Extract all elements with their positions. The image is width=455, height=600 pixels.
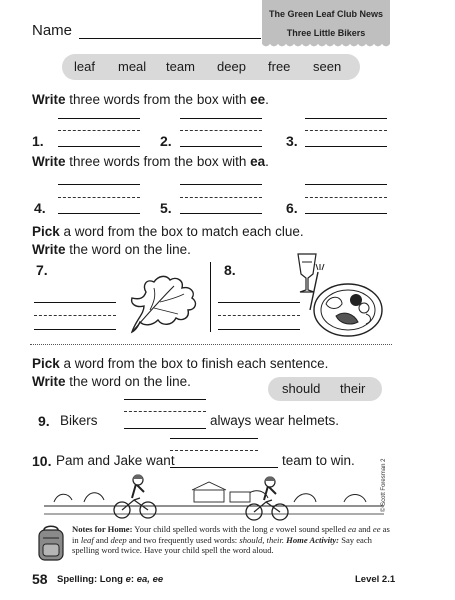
word-free: free [268,59,291,74]
answer-line-6[interactable] [305,213,387,214]
page-number: 58 [32,571,48,587]
question-number-2: 2. [160,133,172,149]
answer-line-10[interactable] [170,467,278,468]
instruction-sentence-1: Pick a word from the box to finish each sentence. [32,356,329,371]
instruction-ea: Write three words from the box with ea. [32,154,269,169]
word-meal: meal [118,59,147,74]
answer-line-3[interactable] [305,146,387,147]
name-label: Name [32,22,73,39]
sentence-10-end: team to win. [282,453,355,468]
sentence-10-start: Pam and Jake want [56,453,175,468]
newsletter-title: The Green Leaf Club News [268,9,384,19]
word-team: team [166,59,195,74]
word-box [62,54,360,80]
clue-divider [210,262,211,332]
backpack-icon [34,524,68,564]
copyright-notice: © Scott Foresman 2 [381,458,387,512]
sentence-9-start: Bikers [60,413,98,428]
topic-label: Spelling: Long e: ea, ee [57,574,164,585]
answer-line-1[interactable] [58,146,140,147]
instruction-clue-1: Pick a word from the box to match each clue. [32,224,304,239]
word-should: should [282,381,321,396]
notes-for-home: Notes for Home: Your child spelled words with the long e vowel sound spelled ea and ee as in leaf and deep and two frequently used words: should, their. Home Activity: Say each spelling word twice. Have your child spell the word aloud. [72,524,390,556]
instruction-clue-2: Write the word on the line. [32,242,191,257]
question-number-1: 1. [32,133,44,149]
answer-line-8[interactable] [218,329,300,330]
level-label: Level 2.1 [355,574,396,585]
instruction-ee: Write three words from the box with ee. [32,92,269,107]
word-leaf: leaf [74,59,95,74]
answer-line-7[interactable] [34,329,116,330]
answer-line-4[interactable] [58,213,140,214]
sentence-9-end: always wear helmets. [210,413,340,428]
answer-line-9[interactable] [124,428,206,429]
word-seen: seen [313,59,342,74]
sentence-number-9: 9. [38,413,50,429]
section-divider [30,344,392,345]
question-number-3: 3. [286,133,298,149]
question-number-7: 7. [36,262,48,278]
bikers-illustration [44,472,384,522]
question-number-6: 6. [286,200,298,216]
answer-line-5[interactable] [180,213,262,214]
leaf-illustration [124,270,206,340]
meal-illustration [294,248,386,340]
question-number-5: 5. [160,200,172,216]
name-line[interactable] [79,38,261,39]
question-number-8: 8. [224,262,236,278]
word-their: their [340,381,366,396]
word-deep: deep [217,59,246,74]
sentence-number-10: 10. [32,453,52,469]
word-box-2 [268,377,382,401]
instruction-sentence-2: Write the word on the line. [32,374,191,389]
newsletter-banner [262,0,390,44]
answer-line-2[interactable] [180,146,262,147]
question-number-4: 4. [34,200,46,216]
story-title: Three Little Bikers [286,28,366,38]
